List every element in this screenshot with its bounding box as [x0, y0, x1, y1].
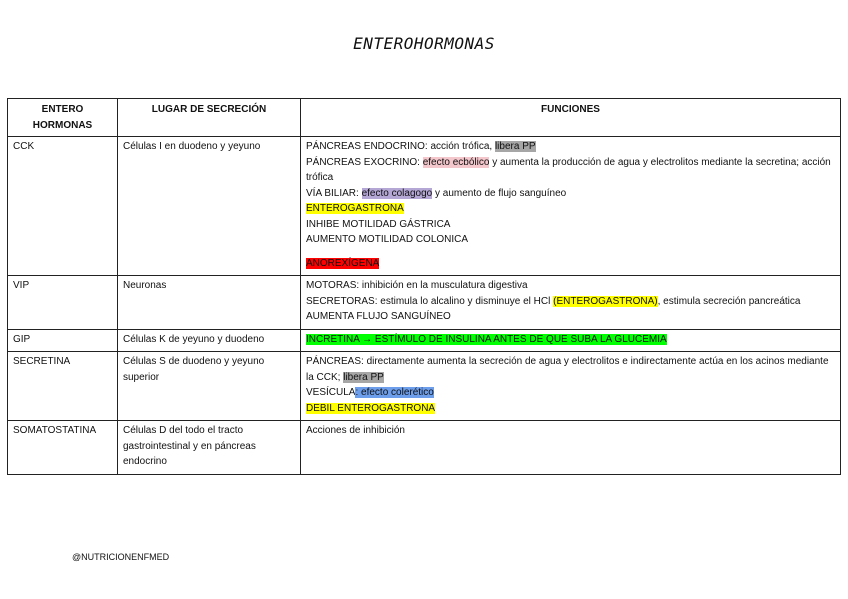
table-row — [8, 137, 841, 276]
enterohormones-table — [7, 98, 841, 475]
function-text: PÁNCREAS ENDOCRINO: acción trófica, — [306, 141, 493, 152]
function-text: INHIBE MOTILIDAD GÁSTRICA — [306, 218, 451, 230]
table-row — [8, 329, 841, 352]
secretion-site: Neuronas — [118, 276, 301, 330]
secretion-site: Células D del todo el tracto gastrointestinal y en páncreas endocrino — [118, 421, 301, 475]
highlight-blue: : efecto colerético — [355, 387, 434, 398]
function-text: SECRETORAS: estimula lo alcalino y disminuye el HCl — [306, 295, 551, 307]
hormone-name: SECRETINA — [8, 352, 118, 421]
function-text: PÁNCREAS EXOCRINO: — [306, 156, 420, 168]
function-text: , estimula secreción pancreática — [657, 295, 801, 307]
page-title: ENTEROHORMONAS — [353, 34, 495, 53]
footer-handle: @NUTRICIONENFMED — [72, 552, 170, 562]
secretion-site: Células I en duodeno y yeyuno — [118, 137, 301, 276]
highlight-red: ANOREXÍGENA — [306, 257, 380, 269]
hormone-name: SOMATOSTATINA — [8, 421, 118, 475]
highlight-pink: efecto ecbólico — [422, 156, 490, 168]
header-funciones: FUNCIONES — [301, 99, 841, 137]
table-header-row — [8, 99, 841, 137]
highlight-purple: efecto colagogo — [361, 187, 433, 199]
highlight-yellow: (ENTEROGASTRONA) — [553, 295, 658, 307]
highlight-gray: libera PP — [494, 141, 536, 152]
highlight-gray: libera PP — [343, 371, 384, 383]
function-text: MOTORAS: inhibición en la musculatura digestiva — [306, 280, 528, 291]
function-text: AUMENTO MOTILIDAD COLONICA — [306, 234, 469, 245]
secretion-site: Células K de yeyuno y duodeno — [118, 329, 301, 352]
function-text: PÁNCREAS: directamente aumenta la secreción de agua y electrolitos e indirectamente actúa en los acinos mediante la CCK; — [306, 356, 829, 383]
functions-cell — [301, 352, 841, 421]
function-text: Acciones de inhibición — [306, 425, 405, 436]
secretion-site: Células S de duodeno y yeyuno superior — [118, 352, 301, 421]
header-lugar-secrecion: LUGAR DE SECRECIÓN — [118, 99, 301, 137]
functions-cell — [301, 421, 841, 475]
hormone-name: CCK — [8, 137, 118, 276]
functions-cell — [301, 137, 841, 276]
highlight-green: INCRETINA → ESTÍMULO DE INSULINA ANTES DE QUE SUBA LA GLUCEMIA — [306, 333, 667, 345]
function-text: VESÍCULA — [306, 387, 356, 398]
functions-cell — [301, 276, 841, 330]
table-row — [8, 276, 841, 330]
function-text: VÍA BILIAR: — [306, 187, 359, 199]
table-row — [8, 421, 841, 475]
function-text: y aumento de flujo sanguíneo — [435, 187, 567, 199]
hormone-name: VIP — [8, 276, 118, 330]
highlight-yellow: DEBIL ENTEROGASTRONA — [306, 402, 436, 414]
hormone-name: GIP — [8, 329, 118, 352]
header-entero-hormonas: ENTERO HORMONAS — [8, 99, 118, 137]
highlight-yellow: ENTEROGASTRONA — [306, 203, 404, 214]
functions-cell — [301, 329, 841, 352]
table-row — [8, 352, 841, 421]
function-text: y aumenta la producción de agua y electrolitos mediante la secretina; acción trófica — [306, 156, 831, 183]
function-text: AUMENTA FLUJO SANGUÍNEO — [306, 311, 451, 322]
